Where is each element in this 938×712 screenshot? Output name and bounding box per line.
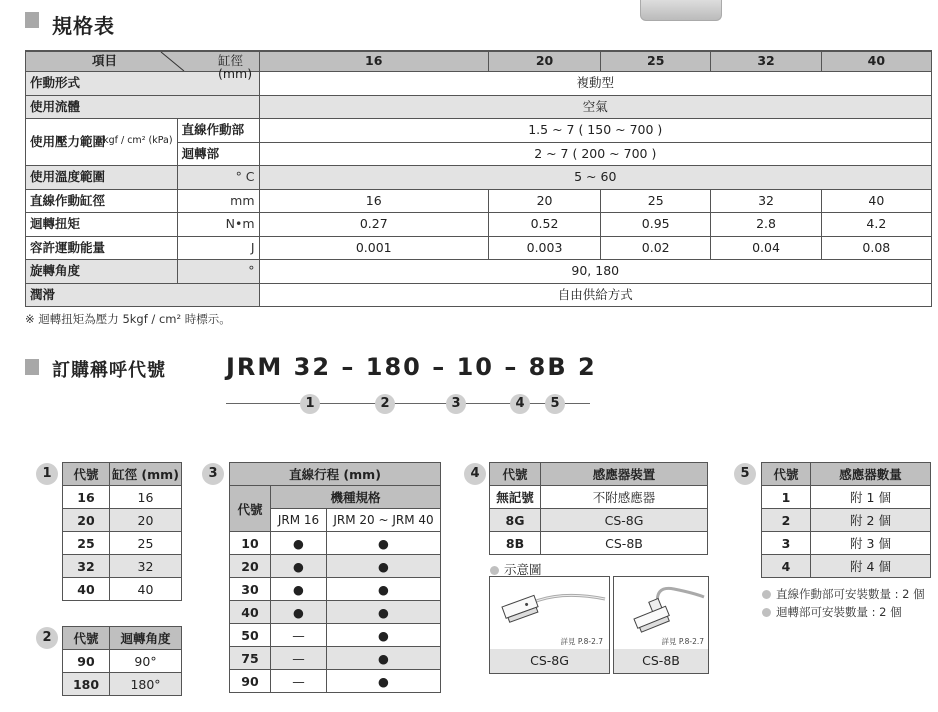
row-value: 90, 180 — [259, 260, 931, 284]
marker-5: 5 — [545, 394, 565, 414]
table-row — [230, 555, 441, 578]
row-value: 20 — [488, 189, 600, 213]
cell: ● — [271, 601, 327, 624]
section-marker — [25, 12, 39, 28]
note-text: 迴轉部可安裝數量 : 2 個 — [776, 605, 902, 619]
spec-title: 規格表 — [52, 14, 115, 38]
row-sublabel: 直線作動部 — [177, 119, 259, 143]
table-header — [63, 463, 182, 486]
col-angle: 迴轉角度 — [110, 627, 182, 650]
order-title: 訂購稱呼代號 — [52, 360, 166, 381]
diagram-label: 示意圖 — [504, 562, 542, 577]
cell: 8B — [490, 532, 541, 555]
cell: 20 — [110, 509, 182, 532]
row-value: 2.8 — [711, 213, 821, 237]
row-value: 0.02 — [601, 236, 711, 260]
cell: ● — [327, 670, 441, 693]
cell: 10 — [230, 532, 271, 555]
table5-number: 5 — [734, 463, 756, 485]
col-sensor: 感應器裝置 — [541, 463, 708, 486]
row-unit: kgf / cm² (kPa) — [103, 135, 173, 146]
ref-text: 詳見 P.8-2.7 — [661, 637, 704, 646]
cell: 32 — [110, 555, 182, 578]
spec-row-temp — [26, 166, 932, 190]
table-row — [230, 578, 441, 601]
bullet-icon — [762, 608, 771, 617]
row-unit: N•m — [177, 213, 259, 237]
row-unit: ° C — [177, 166, 259, 190]
row-value: 0.95 — [601, 213, 711, 237]
row-value: 複動型 — [259, 72, 931, 96]
cell: 不附感應器 — [541, 486, 708, 509]
qty-note-1 — [762, 586, 925, 602]
row-value: 40 — [821, 189, 931, 213]
table-header — [63, 627, 182, 650]
table-row — [230, 647, 441, 670]
header-size: 32 — [711, 51, 821, 72]
table-row — [63, 509, 182, 532]
angle-table — [62, 626, 182, 696]
cell: 90 — [230, 670, 271, 693]
spec-row-action — [26, 72, 932, 96]
row-label: 使用溫度範圍 — [26, 166, 178, 190]
table-row — [762, 509, 931, 532]
cell: 附 1 個 — [811, 486, 931, 509]
cell: 20 — [230, 555, 271, 578]
col-jrm20-40: JRM 20 ~ JRM 40 — [327, 509, 441, 532]
table1-number: 1 — [36, 463, 58, 485]
row-label: 作動形式 — [26, 72, 260, 96]
col-code: 代號 — [63, 627, 110, 650]
row-label: 迴轉扭矩 — [26, 213, 178, 237]
row-value: 2 ~ 7 ( 200 ~ 700 ) — [259, 142, 931, 166]
spec-header-row — [26, 51, 932, 72]
cell: 附 4 個 — [811, 555, 931, 578]
row-value: 0.52 — [488, 213, 600, 237]
cell: 30 — [230, 578, 271, 601]
pressure-label-cell — [26, 119, 178, 166]
cell: ● — [271, 578, 327, 601]
table-row — [230, 601, 441, 624]
table-row — [762, 532, 931, 555]
col-code: 代號 — [230, 486, 271, 532]
cell: 90° — [110, 650, 182, 673]
row-label: 使用流體 — [26, 95, 260, 119]
col-bore: 缸徑 (mm) — [110, 463, 182, 486]
col-jrm16: JRM 16 — [271, 509, 327, 532]
cell: 附 2 個 — [811, 509, 931, 532]
code-marker-line — [226, 403, 590, 404]
table2-number: 2 — [36, 627, 58, 649]
cell: 25 — [63, 532, 110, 555]
marker-2: 2 — [375, 394, 395, 414]
spec-row-linear-bore — [26, 189, 932, 213]
row-value: 5 ~ 60 — [259, 166, 931, 190]
row-label: 直線作動缸徑 — [26, 189, 178, 213]
col-code: 代號 — [490, 463, 541, 486]
spec-row-angle — [26, 260, 932, 284]
cs8g-caption: CS-8G — [489, 649, 610, 674]
bullet-icon — [490, 566, 499, 575]
header-bore: 缸徑 (mm) — [218, 53, 253, 81]
cell: 3 — [762, 532, 811, 555]
table-header — [762, 463, 931, 486]
cell: 180 — [63, 673, 110, 696]
row-value: 1.5 ~ 7 ( 150 ~ 700 ) — [259, 119, 931, 143]
order-code: JRM 32 – 180 – 10 – 8B 2 — [226, 353, 597, 381]
table-row — [490, 509, 708, 532]
cell: ● — [271, 532, 327, 555]
header-size: 20 — [488, 51, 600, 72]
spec-row-energy — [26, 236, 932, 260]
product-image-fragment — [640, 0, 722, 21]
spec-row-torque — [26, 213, 932, 237]
spec-note: ※ 迴轉扭矩為壓力 5kgf / cm² 時標示。 — [25, 312, 231, 326]
row-unit: mm — [177, 189, 259, 213]
table4-number: 4 — [464, 463, 486, 485]
cell: 90 — [63, 650, 110, 673]
row-value: 空氣 — [259, 95, 931, 119]
cs8b-caption: CS-8B — [613, 649, 709, 674]
row-sublabel: 迴轉部 — [177, 142, 259, 166]
cell: — — [271, 670, 327, 693]
bullet-icon — [762, 590, 771, 599]
table-row — [490, 532, 708, 555]
row-value: 32 — [711, 189, 821, 213]
section-marker — [25, 359, 39, 375]
row-label: 使用壓力範圍 — [30, 133, 106, 149]
table-row — [762, 486, 931, 509]
cell: 32 — [63, 555, 110, 578]
qty-note-2 — [762, 604, 902, 620]
spec-table — [25, 50, 932, 307]
cell: 40 — [63, 578, 110, 601]
header-item: 項目 — [92, 53, 118, 68]
table-row — [230, 624, 441, 647]
cs8b-diagram-box — [613, 576, 709, 650]
row-label: 旋轉角度 — [26, 260, 178, 284]
cell: 16 — [63, 486, 110, 509]
sensor-table — [489, 462, 708, 555]
row-value: 0.003 — [488, 236, 600, 260]
row-value: 25 — [601, 189, 711, 213]
table-header — [490, 463, 708, 486]
row-unit: J — [177, 236, 259, 260]
cell: 4 — [762, 555, 811, 578]
cell: ● — [327, 578, 441, 601]
table3-number: 3 — [202, 463, 224, 485]
header-size: 40 — [821, 51, 931, 72]
table-row — [63, 650, 182, 673]
table-header — [230, 486, 441, 509]
col-code: 代號 — [63, 463, 110, 486]
bore-table — [62, 462, 182, 601]
marker-1: 1 — [300, 394, 320, 414]
header-size: 25 — [601, 51, 711, 72]
header-size: 16 — [259, 51, 488, 72]
cell: ● — [327, 532, 441, 555]
spec-row-pressure-linear — [26, 119, 932, 143]
table-row — [490, 486, 708, 509]
spec-row-lube — [26, 283, 932, 307]
cell: CS-8G — [541, 509, 708, 532]
cell: 20 — [63, 509, 110, 532]
header-corner — [26, 51, 260, 81]
sensor-qty-table — [761, 462, 931, 578]
row-unit: ° — [177, 260, 259, 284]
cell: 180° — [110, 673, 182, 696]
cell: ● — [327, 601, 441, 624]
cell: 2 — [762, 509, 811, 532]
row-value: 16 — [259, 189, 488, 213]
row-value: 4.2 — [821, 213, 931, 237]
table-row — [230, 532, 441, 555]
row-value: 0.001 — [259, 236, 488, 260]
row-value: 0.04 — [711, 236, 821, 260]
row-label: 潤滑 — [26, 283, 260, 307]
note-text: 直線作動部可安裝數量 : 2 個 — [776, 587, 925, 601]
marker-4: 4 — [510, 394, 530, 414]
table-row — [762, 555, 931, 578]
cell: 25 — [110, 532, 182, 555]
row-value: 自由供給方式 — [259, 283, 931, 307]
cell: 附 3 個 — [811, 532, 931, 555]
cell: — — [271, 647, 327, 670]
table-title: 直線行程 (mm) — [230, 463, 441, 486]
col-qty: 感應器數量 — [811, 463, 931, 486]
row-label: 容許運動能量 — [26, 236, 178, 260]
col-code: 代號 — [762, 463, 811, 486]
marker-3: 3 — [446, 394, 466, 414]
col-model: 機種規格 — [271, 486, 441, 509]
cell: 無記號 — [490, 486, 541, 509]
spec-row-fluid — [26, 95, 932, 119]
table-row — [63, 578, 182, 601]
ref-text: 詳見 P.8-2.7 — [560, 637, 603, 646]
cell: 75 — [230, 647, 271, 670]
cell: ● — [327, 647, 441, 670]
table-row — [63, 532, 182, 555]
cell: ● — [271, 555, 327, 578]
cell: CS-8B — [541, 532, 708, 555]
table-header — [230, 463, 441, 486]
cs8g-diagram-box — [489, 576, 610, 650]
cell: — — [271, 624, 327, 647]
table-row — [230, 670, 441, 693]
cell: 16 — [110, 486, 182, 509]
cell: ● — [327, 624, 441, 647]
table-row — [63, 486, 182, 509]
cell: 40 — [230, 601, 271, 624]
row-value: 0.08 — [821, 236, 931, 260]
cell: 50 — [230, 624, 271, 647]
row-value: 0.27 — [259, 213, 488, 237]
stroke-table — [229, 462, 441, 693]
table-row — [63, 673, 182, 696]
cell: 8G — [490, 509, 541, 532]
table-row — [63, 555, 182, 578]
cell: ● — [327, 555, 441, 578]
cell: 40 — [110, 578, 182, 601]
cell: 1 — [762, 486, 811, 509]
